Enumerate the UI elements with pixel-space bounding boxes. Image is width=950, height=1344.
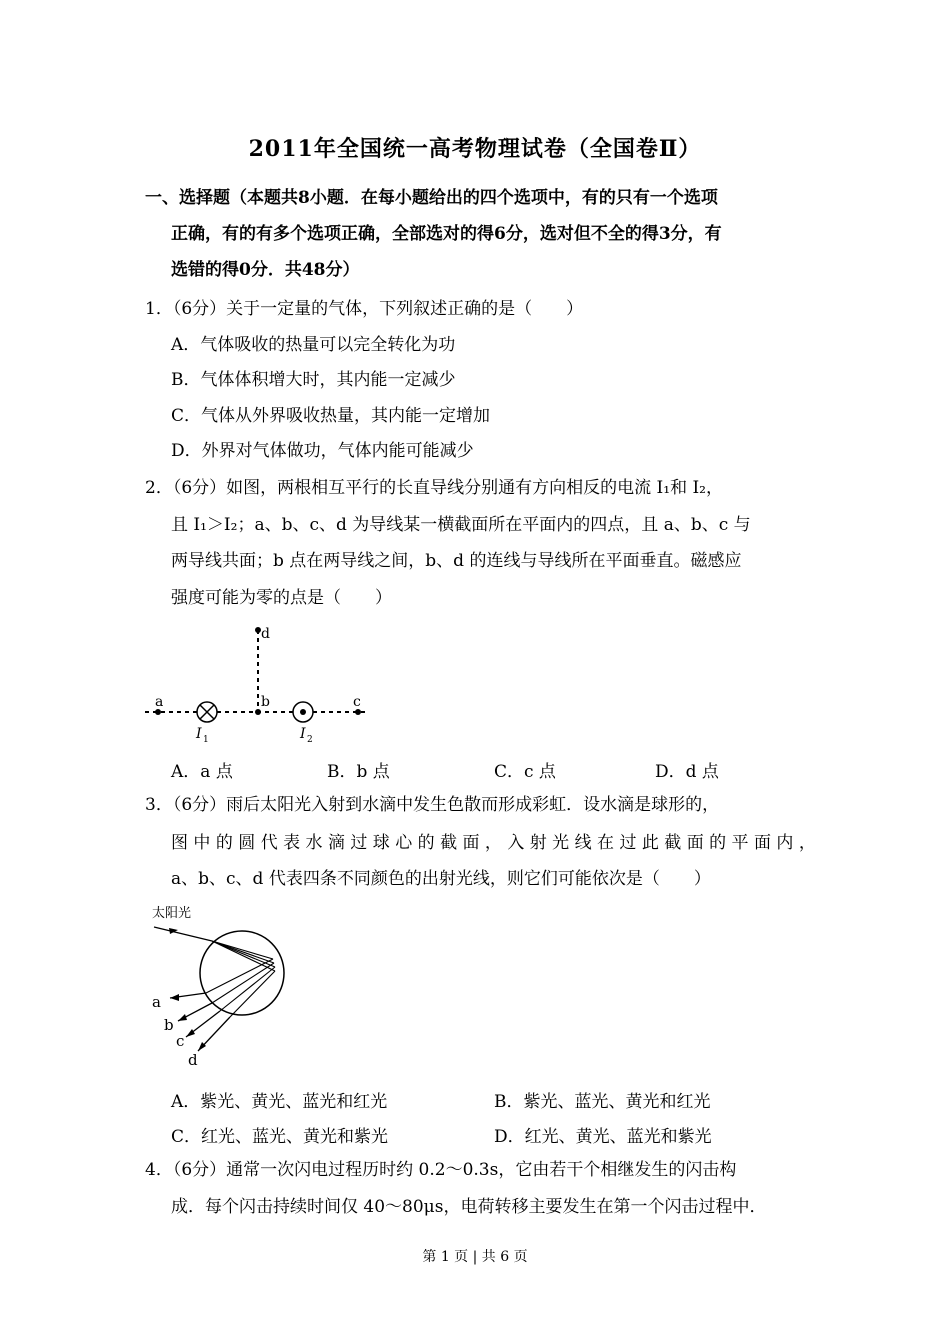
q3-fig-label-d: d: [188, 1051, 198, 1069]
q1-option-d: D．外界对气体做功，气体内能可能减少: [171, 441, 474, 461]
q3-line2-char: 过: [350, 833, 368, 853]
q1-option-b: B．气体体积增大时，其内能一定减少: [171, 370, 456, 390]
q3-line2-char: 面: [686, 833, 704, 853]
q3-line2-char: 过: [619, 833, 637, 853]
q3-line2-char: 在: [597, 833, 615, 853]
q3-stem-line3: a、b、c、d 代表四条不同颜色的出射光线，则它们可能依次是（ ）: [171, 869, 711, 889]
q3-line2-char: 光: [552, 833, 570, 853]
q2-fig-label-c: c: [353, 694, 361, 710]
q2-fig-label-a: a: [155, 694, 164, 710]
q2-fig-label-i1: I: [196, 726, 202, 742]
q2-stem-line4: 强度可能为零的点是（ ）: [171, 588, 392, 608]
q2-stem-line3: 两导线共面；b 点在两导线之间，b、d 的连线与导线所在平面垂直。磁感应: [171, 551, 742, 571]
q3-line2-char: 平: [731, 833, 749, 853]
q3-option-d: D．红光、黄光、蓝光和紫光: [494, 1127, 712, 1147]
q3-fig-label-sun: 太阳光: [152, 906, 192, 921]
q4-stem-line2: 成．每个闪击持续时间仅 40～80μs，电荷转移主要发生在第一个闪击过程中．: [171, 1197, 767, 1217]
q3-line2-char: 面: [753, 833, 771, 853]
q1-option-a: A．气体吸收的热量可以完全转化为功: [171, 335, 456, 355]
q2-fig-label-d: d: [261, 626, 270, 642]
q3-line2-char: 中: [193, 833, 211, 853]
q3-line2-char: 球: [372, 833, 390, 853]
q3-line2-char: 圆: [238, 833, 256, 853]
q2-fig-label-i2-sub: 2: [307, 735, 313, 745]
q3-fig-label-a: a: [152, 993, 161, 1011]
q3-stem-line2: [171, 832, 816, 854]
q1-option-c: C．气体从外界吸收热量，其内能一定增加: [171, 406, 491, 426]
q2-stem-line1: 2．（6分）如图，两根相互平行的长直导线分别通有方向相反的电流 I₁和 I₂，: [145, 478, 723, 498]
q3-line2-char: 射: [529, 833, 547, 853]
q3-line2-char: 入: [507, 833, 525, 853]
page-footer: 第 1 页 | 共 6 页: [422, 1249, 528, 1265]
q3-line2-char: 滴: [327, 833, 345, 853]
q2-option-a: A．a 点: [171, 762, 233, 782]
q4-stem-line1: 4．（6分）通常一次闪电过程历时约 0.2～0.3s，它由若干个相继发生的闪击构: [145, 1160, 737, 1180]
q3-line2-char: 图: [171, 833, 188, 853]
q3-line2-char: 的: [709, 833, 727, 853]
q3-line2-char: 的: [417, 833, 435, 853]
q3-figure: [148, 903, 308, 1073]
section-heading-line2: 正确，有的有多个选项正确，全部选对的得6分，选对但不全的得3分，有: [171, 224, 722, 244]
q2-stem-line2: 且 I₁＞I₂；a、b、c、d 为导线某一横截面所在平面内的四点，且 a、b、c 与: [171, 515, 751, 535]
q2-fig-label-i1-sub: 1: [203, 735, 209, 745]
q2-fig-label-i2: I: [300, 726, 306, 742]
q3-line2-char: 面: [462, 833, 480, 853]
section-heading-line1: 一、选择题（本题共8小题．在每小题给出的四个选项中，有的只有一个选项: [145, 188, 718, 208]
section-heading-line3: 选错的得0分．共48分）: [171, 260, 360, 280]
q3-line2-char: 表: [283, 833, 301, 853]
q1-stem: 1．（6分）关于一定量的气体，下列叙述正确的是（ ）: [145, 299, 584, 319]
q3-option-b: B．紫光、蓝光、黄光和红光: [494, 1092, 711, 1112]
q3-line2-char: 线: [574, 833, 592, 853]
page-title: 2011年全国统一高考物理试卷（全国卷Ⅱ）: [248, 136, 702, 162]
q2-option-c: C．c 点: [494, 762, 556, 782]
q3-line2-char: ，: [798, 833, 816, 853]
q2-fig-label-b: b: [261, 694, 270, 710]
q3-line2-char: ，: [484, 833, 502, 853]
q3-line2-char: 心: [395, 833, 413, 853]
q3-line2-char: 的: [215, 833, 233, 853]
q2-option-d: D．d 点: [655, 762, 719, 782]
q3-fig-label-c: c: [176, 1032, 185, 1050]
q3-option-a: A．紫光、黄光、蓝光和红光: [171, 1092, 388, 1112]
q3-line2-char: 截: [440, 833, 458, 853]
q3-stem-line1: 3．（6分）雨后太阳光入射到水滴中发生色散而形成彩虹．设水滴是球形的，: [145, 795, 720, 815]
section-heading: [145, 180, 825, 288]
q3-line2-char: 此: [641, 833, 659, 853]
q3-line2-char: 内: [776, 833, 794, 853]
q3-line2-char: 水: [305, 833, 323, 853]
q3-fig-label-b: b: [164, 1016, 174, 1034]
q3-line2-char: 截: [664, 833, 682, 853]
q3-line2-char: 代: [260, 833, 278, 853]
q2-figure: [140, 620, 380, 745]
q2-option-b: B．b 点: [327, 762, 390, 782]
q3-option-c: C．红光、蓝光、黄光和紫光: [171, 1127, 389, 1147]
